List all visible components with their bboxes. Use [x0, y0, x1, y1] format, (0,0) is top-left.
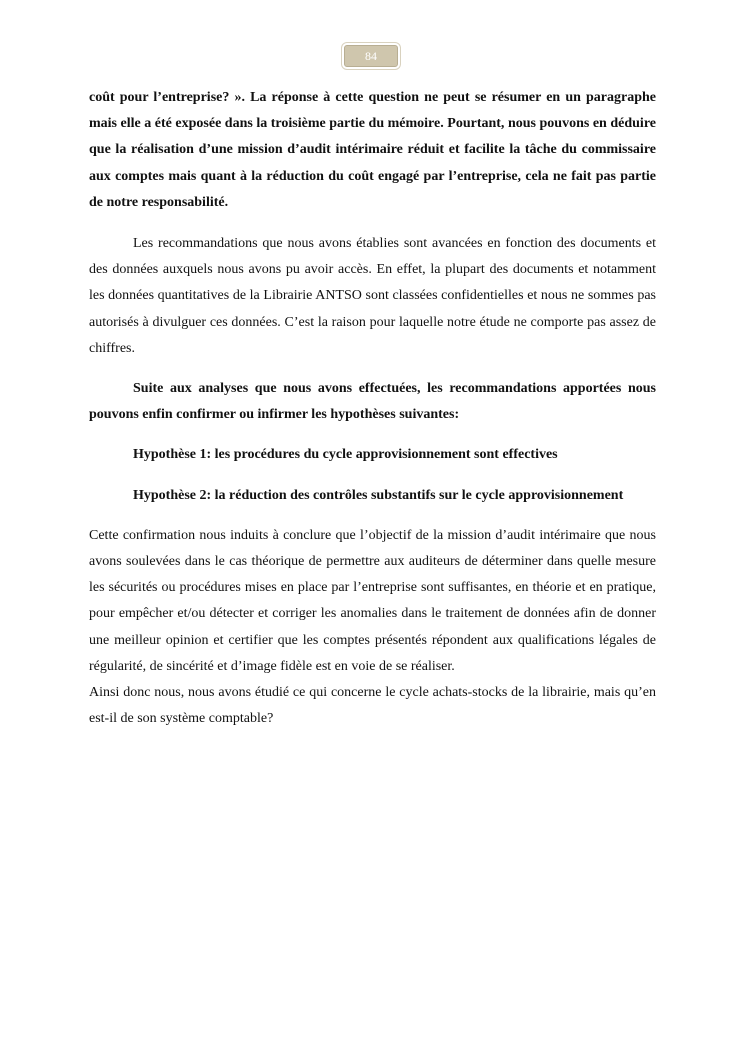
- hypothesis-1: Hypothèse 1: les procédures du cycle approvisionnement sont effectives: [133, 447, 558, 463]
- document-body: [89, 85, 656, 732]
- paragraph-recommendations: Les recommandations que nous avons établies sont avancées en fonction des documents et des données auxquels nous avons pu avoir accès. En effet, la plupart des documents et notamment les données quantitatives de la Librairie ANTSO sont classées confidentielles et nous ne sommes pas autorisés à divulguer ces données. C’est la raison pour laquelle notre étude ne comporte pas assez de chiffres.: [89, 236, 656, 356]
- paragraph-closing-question: Ainsi donc nous, nous avons étudié ce qui concerne le cycle achats-stocks de la librairie, mais qu’en est-il de son système comptable?: [89, 685, 656, 727]
- paragraph-hypotheses-intro: Suite aux analyses que nous avons effectuées, les recommandations apportées nous pouvons enfin confirmer ou infirmer les hypothèses suivantes:: [89, 381, 656, 423]
- page-number-badge: 84: [344, 45, 398, 67]
- paragraph-conclusion-cost: coût pour l’entreprise? ». La réponse à cette question ne peut se résumer en un paragraphe mais elle a été exposée dans la troisième partie du mémoire. Pourtant, nous pouvons en déduire que la réalisation d’une mission d’audit intérimaire réduit et facilite la tâche du commissaire aux comptes mais quant à la réduction du coût engagé par l’entreprise, cela ne fait pas partie de notre responsabilité.: [89, 90, 656, 210]
- hypothesis-2: Hypothèse 2: la réduction des contrôles substantifs sur le cycle approvisionnement: [133, 487, 624, 503]
- paragraph-confirmation: Cette confirmation nous induits à conclure que l’objectif de la mission d’audit intérimaire que nous avons soulevées dans le cas théorique de permettre aux auditeurs de déterminer dans quelle mesure les sécurités ou procédures mises en place par l’entreprise sont suffisantes, en théorie et en pratique, pour empêcher et/ou détecter et corriger les anomalies dans le traitement de données afin de donner une meilleur opinion et certifier que les comptes présentés répondent aux qualifications légales de régularité, de sincérité et d’image fidèle est en voie de se réaliser.: [89, 527, 656, 674]
